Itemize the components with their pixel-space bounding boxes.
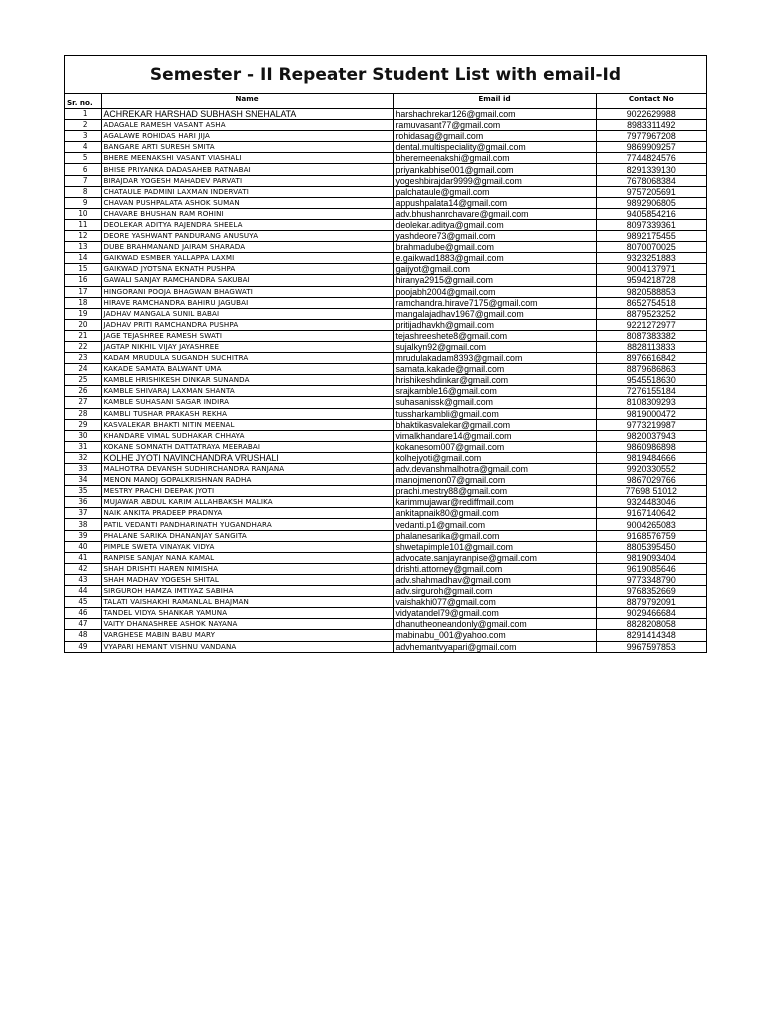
row-name: AGALAWE ROHIDAS HARI JIJA <box>101 131 393 142</box>
row-name: HINGORANI POOJA BHAGWAN BHAGWATI <box>101 286 393 297</box>
row-sr-no: 21 <box>65 330 101 341</box>
row-email: deolekar.aditya@gmail.com <box>393 219 596 230</box>
row-contact: 8087383382 <box>596 330 706 341</box>
row-name: KAMBLE SUHASANI SAGAR INDIRA <box>101 397 393 408</box>
row-email: appushpalata14@gmail.com <box>393 197 596 208</box>
table-row <box>65 341 706 352</box>
row-email: e.gaikwad1883@gmail.com <box>393 253 596 264</box>
row-email: vedanti.p1@gmail.com <box>393 519 596 530</box>
row-email: vidyatandel79@gmail.com <box>393 608 596 619</box>
row-sr-no: 16 <box>65 275 101 286</box>
row-sr-no: 45 <box>65 597 101 608</box>
row-email: phalanesarika@gmail.com <box>393 530 596 541</box>
row-contact: 8879686863 <box>596 364 706 375</box>
table-row <box>65 153 706 164</box>
row-sr-no: 9 <box>65 197 101 208</box>
row-email: suhasanissk@gmail.com <box>393 397 596 408</box>
row-contact: 9920330552 <box>596 464 706 475</box>
table-row <box>65 586 706 597</box>
table-row <box>65 219 706 230</box>
row-name: JAGE TEJASHREE RAMESH SWATI <box>101 330 393 341</box>
row-name: KAMBLE HRISHIKESH DINKAR SUNANDA <box>101 375 393 386</box>
row-sr-no: 10 <box>65 208 101 219</box>
row-sr-no: 8 <box>65 186 101 197</box>
table-row <box>65 452 706 463</box>
row-contact: 9867029766 <box>596 475 706 486</box>
row-contact: 8828208058 <box>596 619 706 630</box>
row-sr-no: 5 <box>65 153 101 164</box>
row-sr-no: 47 <box>65 619 101 630</box>
row-contact: 9768352669 <box>596 586 706 597</box>
student-list-sheet <box>64 55 707 653</box>
row-sr-no: 26 <box>65 386 101 397</box>
row-contact: 9167140642 <box>596 508 706 519</box>
row-name: KAMBLE SHIVARAJ LAXMAN SHANTA <box>101 386 393 397</box>
row-email: adv.sirguroh@gmail.com <box>393 586 596 597</box>
row-contact: 8108309293 <box>596 397 706 408</box>
table-row <box>65 508 706 519</box>
row-sr-no: 37 <box>65 508 101 519</box>
row-name: MESTRY PRACHI DEEPAK JYOTI <box>101 486 393 497</box>
student-table <box>65 94 706 653</box>
row-sr-no: 27 <box>65 397 101 408</box>
row-contact: 8983311492 <box>596 120 706 131</box>
row-email: pritijadhavkh@gmail.com <box>393 319 596 330</box>
row-name: MENON MANOJ GOPALKRISHNAN RADHA <box>101 475 393 486</box>
row-email: yashdeore73@gmail.com <box>393 231 596 242</box>
table-row <box>65 353 706 364</box>
row-email: adv.bhushanrchavare@gmail.com <box>393 208 596 219</box>
row-name: CHATAULE PADMINI LAXMAN INDERVATI <box>101 186 393 197</box>
row-sr-no: 3 <box>65 131 101 142</box>
row-name: RANPISE SANJAY NANA KAMAL <box>101 552 393 563</box>
table-row <box>65 231 706 242</box>
row-contact: 9820588853 <box>596 286 706 297</box>
table-row <box>65 552 706 563</box>
table-row <box>65 197 706 208</box>
row-contact: 9004137971 <box>596 264 706 275</box>
row-contact: 9819000472 <box>596 408 706 419</box>
table-row <box>65 441 706 452</box>
row-email: yogeshbirajdar9999@gmail.com <box>393 175 596 186</box>
row-contact: 8805395450 <box>596 541 706 552</box>
row-email: kokanesom007@gmail.com <box>393 441 596 452</box>
row-name: BIRAJDAR YOGESH MAHADEV PARVATI <box>101 175 393 186</box>
row-name: PATIL VEDANTI PANDHARINATH YUGANDHARA <box>101 519 393 530</box>
row-sr-no: 42 <box>65 563 101 574</box>
table-row <box>65 375 706 386</box>
row-sr-no: 41 <box>65 552 101 563</box>
row-contact: 9820037943 <box>596 430 706 441</box>
row-name: MUJAWAR ABDUL KARIM ALLAHBAKSH MALIKA <box>101 497 393 508</box>
row-contact: 9757205691 <box>596 186 706 197</box>
row-sr-no: 39 <box>65 530 101 541</box>
row-sr-no: 24 <box>65 364 101 375</box>
table-row <box>65 464 706 475</box>
row-contact: 8070070025 <box>596 242 706 253</box>
row-sr-no: 35 <box>65 486 101 497</box>
row-contact: 9967597853 <box>596 641 706 652</box>
table-header-row <box>65 94 706 109</box>
row-email: kolhejyoti@gmail.com <box>393 452 596 463</box>
table-row <box>65 164 706 175</box>
row-name: BANGARE ARTI SURESH SMITA <box>101 142 393 153</box>
row-contact: 7276155184 <box>596 386 706 397</box>
row-email: adv.shahmadhav@gmail.com <box>393 574 596 585</box>
row-email: rohidasag@gmail.com <box>393 131 596 142</box>
row-email: bheremeenakshi@gmail.com <box>393 153 596 164</box>
row-name: KHANDARE VIMAL SUDHAKAR CHHAYA <box>101 430 393 441</box>
row-sr-no: 20 <box>65 319 101 330</box>
row-contact: 9619085646 <box>596 563 706 574</box>
row-email: dental.multispeciality@gmail.com <box>393 142 596 153</box>
row-contact: 9773348790 <box>596 574 706 585</box>
row-sr-no: 43 <box>65 574 101 585</box>
row-sr-no: 34 <box>65 475 101 486</box>
row-contact: 7678068384 <box>596 175 706 186</box>
table-row <box>65 397 706 408</box>
row-email: brahmadube@gmail.com <box>393 242 596 253</box>
row-sr-no: 7 <box>65 175 101 186</box>
row-sr-no: 30 <box>65 430 101 441</box>
row-email: tussharkambli@gmail.com <box>393 408 596 419</box>
row-contact: 9819484666 <box>596 452 706 463</box>
row-name: NAIK ANKITA PRADEEP PRADNYA <box>101 508 393 519</box>
row-name: GAWALI SANJAY RAMCHANDRA SAKUBAI <box>101 275 393 286</box>
row-contact: 7977967208 <box>596 131 706 142</box>
table-row <box>65 574 706 585</box>
row-name: CHAVAN PUSHPALATA ASHOK SUMAN <box>101 197 393 208</box>
table-row <box>65 120 706 131</box>
table-row <box>65 308 706 319</box>
table-row <box>65 208 706 219</box>
row-contact: 9869909257 <box>596 142 706 153</box>
table-row <box>65 519 706 530</box>
row-name: DUBE BRAHMANAND JAIRAM SHARADA <box>101 242 393 253</box>
row-contact: 8652754518 <box>596 297 706 308</box>
table-row <box>65 597 706 608</box>
row-contact: 8097339361 <box>596 219 706 230</box>
header-name: Name <box>101 94 393 109</box>
table-row <box>65 297 706 308</box>
header-email: Email id <box>393 94 596 109</box>
row-sr-no: 46 <box>65 608 101 619</box>
row-name: PHALANE SARIKA DHANANJAY SANGITA <box>101 530 393 541</box>
row-email: mabinabu_001@yahoo.com <box>393 630 596 641</box>
row-email: drishti.attorney@gmail.com <box>393 563 596 574</box>
table-row <box>65 242 706 253</box>
table-row <box>65 641 706 652</box>
row-name: TALATI VAISHAKHI RAMANLAL BHAJMAN <box>101 597 393 608</box>
table-row <box>65 364 706 375</box>
row-contact: 9892906805 <box>596 197 706 208</box>
row-sr-no: 44 <box>65 586 101 597</box>
row-contact: 8828113833 <box>596 341 706 352</box>
row-sr-no: 28 <box>65 408 101 419</box>
row-name: PIMPLE SWETA VINAYAK VIDYA <box>101 541 393 552</box>
table-row <box>65 619 706 630</box>
row-contact: 9892175455 <box>596 231 706 242</box>
row-name: MALHOTRA DEVANSH SUDHIRCHANDRA RANJANA <box>101 464 393 475</box>
table-row <box>65 530 706 541</box>
row-name: VYAPARI HEMANT VISHNU VANDANA <box>101 641 393 652</box>
row-name: SHAH MADHAV YOGESH SHITAL <box>101 574 393 585</box>
row-email: manojmenon07@gmail.com <box>393 475 596 486</box>
row-email: advhemantvyapari@gmail.com <box>393 641 596 652</box>
table-row <box>65 541 706 552</box>
row-email: vimalkhandare14@gmail.com <box>393 430 596 441</box>
row-name: ACHREKAR HARSHAD SUBHASH SNEHALATA <box>101 109 393 120</box>
row-sr-no: 1 <box>65 109 101 120</box>
row-name: DEOLEKAR ADITYA RAJENDRA SHEELA <box>101 219 393 230</box>
row-name: KAMBLI TUSHAR PRAKASH REKHA <box>101 408 393 419</box>
row-email: gaijyot@gmail.com <box>393 264 596 275</box>
row-name: SIRGUROH HAMZA IMTIYAZ SABIHA <box>101 586 393 597</box>
row-email: tejashreeshete8@gmail.com <box>393 330 596 341</box>
row-sr-no: 23 <box>65 353 101 364</box>
table-row <box>65 175 706 186</box>
row-sr-no: 11 <box>65 219 101 230</box>
row-sr-no: 4 <box>65 142 101 153</box>
row-sr-no: 15 <box>65 264 101 275</box>
row-email: mrudulakadam8393@gmail.com <box>393 353 596 364</box>
row-email: hrishikeshdinkar@gmail.com <box>393 375 596 386</box>
row-email: poojabh2004@gmail.com <box>393 286 596 297</box>
row-name: KOLHE JYOTI NAVINCHANDRA VRUSHALI <box>101 452 393 463</box>
row-email: samata.kakade@gmail.com <box>393 364 596 375</box>
row-email: vaishakhi077@gmail.com <box>393 597 596 608</box>
table-row <box>65 408 706 419</box>
row-sr-no: 17 <box>65 286 101 297</box>
table-row <box>65 430 706 441</box>
table-row <box>65 253 706 264</box>
row-contact: 8291414348 <box>596 630 706 641</box>
row-contact: 9594218728 <box>596 275 706 286</box>
row-contact: 9405854216 <box>596 208 706 219</box>
row-sr-no: 22 <box>65 341 101 352</box>
row-sr-no: 48 <box>65 630 101 641</box>
row-email: priyankabhise001@gmail.com <box>393 164 596 175</box>
row-sr-no: 32 <box>65 452 101 463</box>
document-title: Semester - II Repeater Student List with email-Id <box>65 56 706 94</box>
table-row <box>65 186 706 197</box>
row-name: GAIKWAD JYOTSNA EKNATH PUSHPA <box>101 264 393 275</box>
row-sr-no: 33 <box>65 464 101 475</box>
row-contact: 8976616842 <box>596 353 706 364</box>
row-sr-no: 2 <box>65 120 101 131</box>
row-email: ramuvasant77@gmail.com <box>393 120 596 131</box>
row-sr-no: 25 <box>65 375 101 386</box>
row-sr-no: 14 <box>65 253 101 264</box>
row-email: hiranya2915@gmail.com <box>393 275 596 286</box>
table-row <box>65 563 706 574</box>
row-email: shwetapimple101@gmail.com <box>393 541 596 552</box>
row-name: KAKADE SAMATA BALWANT UMA <box>101 364 393 375</box>
row-email: karimmujawar@rediffmail.com <box>393 497 596 508</box>
table-row <box>65 608 706 619</box>
row-sr-no: 12 <box>65 231 101 242</box>
header-contact: Contact No <box>596 94 706 109</box>
row-contact: 9221272977 <box>596 319 706 330</box>
row-contact: 9022629988 <box>596 109 706 120</box>
row-contact: 9029466684 <box>596 608 706 619</box>
header-sr-no: Sr. no. <box>65 94 101 109</box>
row-sr-no: 36 <box>65 497 101 508</box>
row-email: dhanutheoneandonly@gmail.com <box>393 619 596 630</box>
row-name: VAITY DHANASHREE ASHOK NAYANA <box>101 619 393 630</box>
row-name: DEORE YASHWANT PANDURANG ANUSUYA <box>101 231 393 242</box>
row-sr-no: 13 <box>65 242 101 253</box>
row-contact: 77698 51012 <box>596 486 706 497</box>
row-email: bhaktikasvalekar@gmail.com <box>393 419 596 430</box>
row-name: KADAM MRUDULA SUGANDH SUCHITRA <box>101 353 393 364</box>
row-sr-no: 31 <box>65 441 101 452</box>
row-name: KOKANE SOMNATH DATTATRAYA MEERABAI <box>101 441 393 452</box>
table-row <box>65 131 706 142</box>
row-sr-no: 38 <box>65 519 101 530</box>
row-contact: 8879792091 <box>596 597 706 608</box>
row-name: CHAVARE BHUSHAN RAM ROHINI <box>101 208 393 219</box>
row-name: GAIKWAD ESMBER YALLAPPA LAXMI <box>101 253 393 264</box>
row-email: harshachrekar126@gmail.com <box>393 109 596 120</box>
row-name: TANDEL VIDYA SHANKAR YAMUNA <box>101 608 393 619</box>
row-email: mangalajadhav1967@gmail.com <box>393 308 596 319</box>
row-name: JADHAV MANGALA SUNIL BABAI <box>101 308 393 319</box>
row-contact: 7744824576 <box>596 153 706 164</box>
row-email: adv.devanshmalhotra@gmail.com <box>393 464 596 475</box>
row-sr-no: 19 <box>65 308 101 319</box>
table-row <box>65 319 706 330</box>
table-row <box>65 497 706 508</box>
row-name: HIRAVE RAMCHANDRA BAHIRU JAGUBAI <box>101 297 393 308</box>
row-sr-no: 49 <box>65 641 101 652</box>
row-email: ankitapnaik80@gmail.com <box>393 508 596 519</box>
table-row <box>65 286 706 297</box>
row-contact: 9773219987 <box>596 419 706 430</box>
row-name: BHERE MEENAKSHI VASANT VIASHALI <box>101 153 393 164</box>
row-sr-no: 40 <box>65 541 101 552</box>
row-sr-no: 6 <box>65 164 101 175</box>
table-row <box>65 275 706 286</box>
table-row <box>65 486 706 497</box>
row-contact: 9324483046 <box>596 497 706 508</box>
row-sr-no: 29 <box>65 419 101 430</box>
row-email: sujalkyn92@gmail.com <box>393 341 596 352</box>
row-contact: 9323251883 <box>596 253 706 264</box>
row-contact: 8879523252 <box>596 308 706 319</box>
table-row <box>65 475 706 486</box>
table-row <box>65 419 706 430</box>
table-row <box>65 330 706 341</box>
row-contact: 9545518630 <box>596 375 706 386</box>
row-email: prachi.mestry88@gmail.com <box>393 486 596 497</box>
row-name: KASVALEKAR BHAKTI NITIN MEENAL <box>101 419 393 430</box>
row-email: srajkamble16@gmail.com <box>393 386 596 397</box>
row-email: palchataule@gmail.com <box>393 186 596 197</box>
row-contact: 9004265083 <box>596 519 706 530</box>
table-row <box>65 109 706 120</box>
row-name: VARGHESE MABIN BABU MARY <box>101 630 393 641</box>
table-row <box>65 142 706 153</box>
row-contact: 8291339130 <box>596 164 706 175</box>
row-name: BHISE PRIYANKA DADASAHEB RATNABAI <box>101 164 393 175</box>
row-email: advocate.sanjayranpise@gmail.com <box>393 552 596 563</box>
row-email: ramchandra.hirave7175@gmail.com <box>393 297 596 308</box>
row-name: SHAH DRISHTI HAREN NIMISHA <box>101 563 393 574</box>
table-row <box>65 386 706 397</box>
table-row <box>65 264 706 275</box>
row-contact: 9168576759 <box>596 530 706 541</box>
table-row <box>65 630 706 641</box>
row-contact: 9819093404 <box>596 552 706 563</box>
row-contact: 9860986898 <box>596 441 706 452</box>
row-name: JAGTAP NIKHIL VIJAY JAYASHREE <box>101 341 393 352</box>
row-name: JADHAV PRITI RAMCHANDRA PUSHPA <box>101 319 393 330</box>
row-sr-no: 18 <box>65 297 101 308</box>
row-name: ADAGALE RAMESH VASANT ASHA <box>101 120 393 131</box>
